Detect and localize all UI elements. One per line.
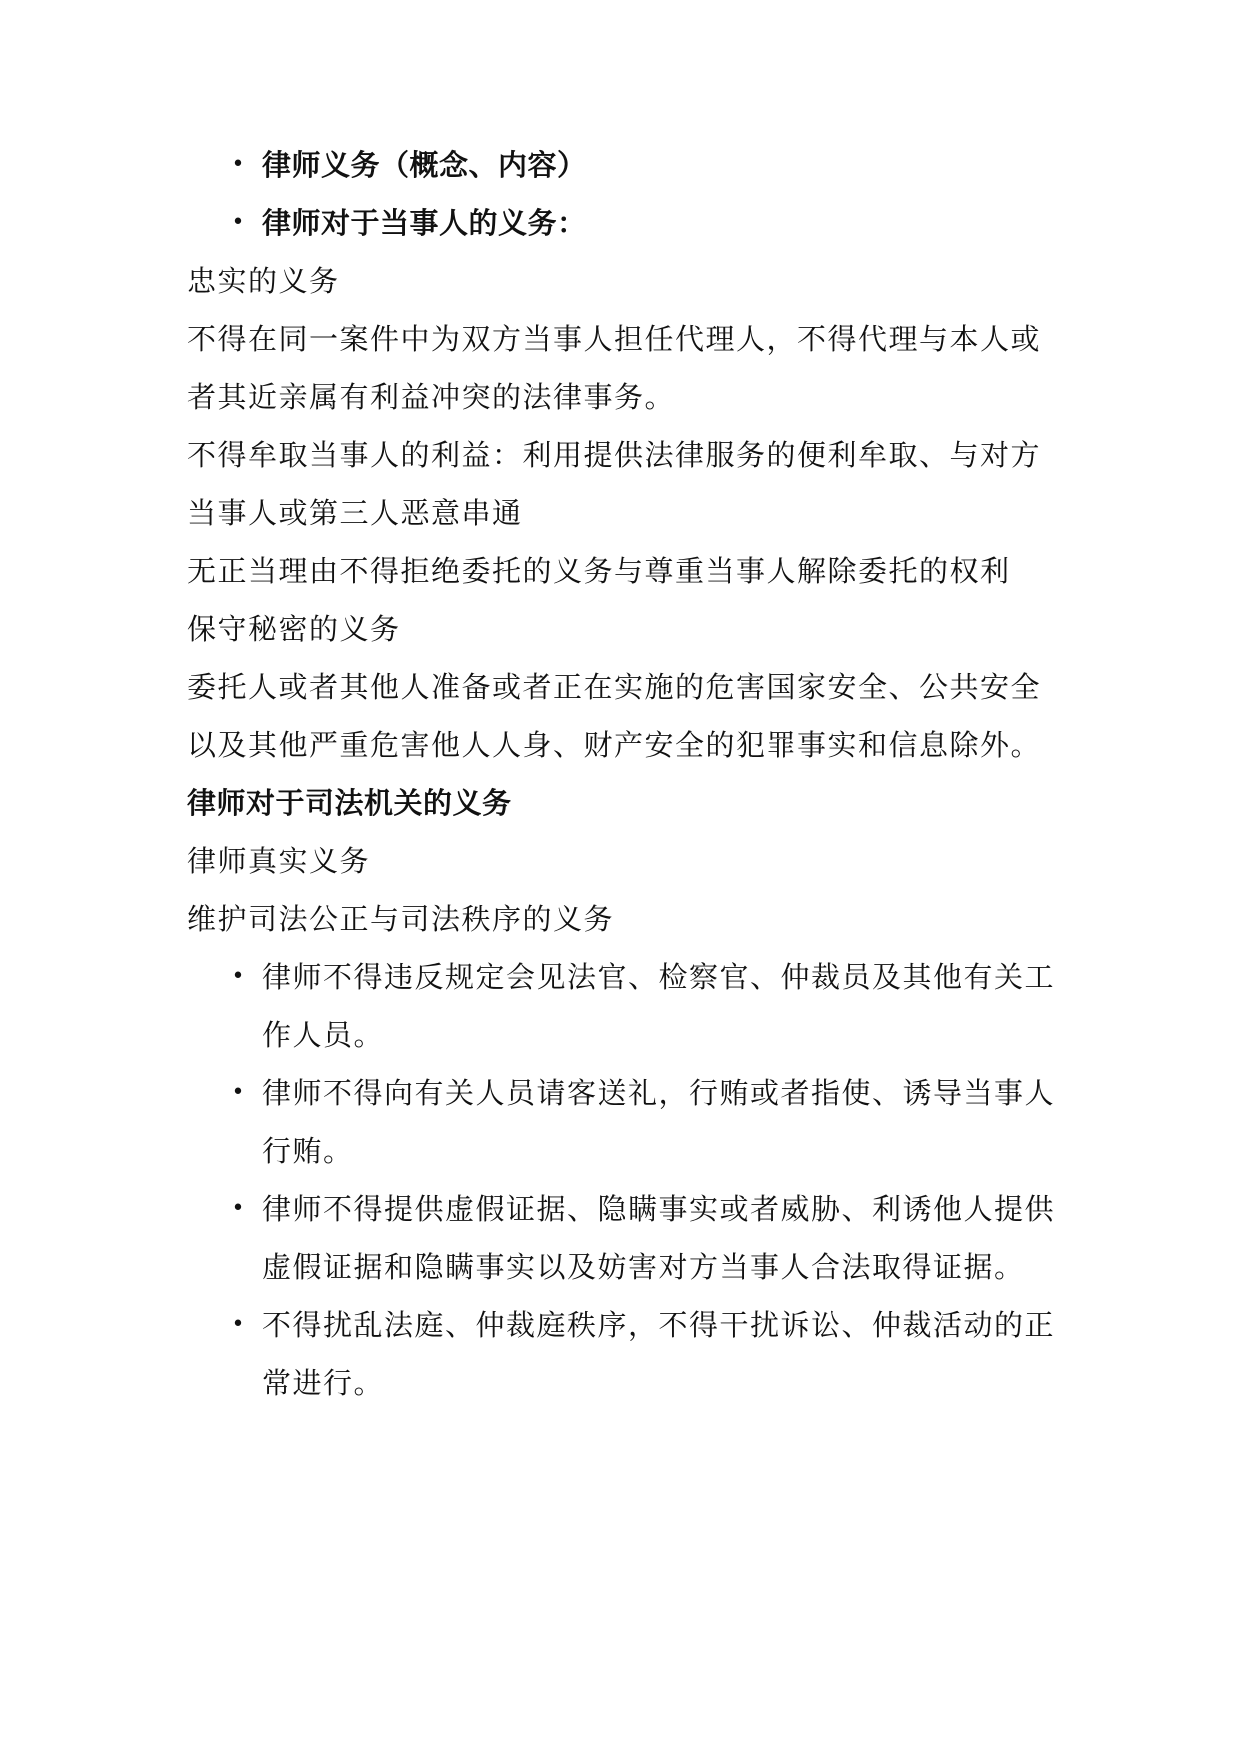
paragraph-line: 不得在同一案件中为双方当事人担任代理人，不得代理与本人或 xyxy=(187,322,1042,356)
secrecy-title: 保守秘密的义务 xyxy=(187,612,401,646)
paragraph-line: 委托人或者其他人准备或者正在实施的危害国家安全、公共安全 xyxy=(187,670,1042,704)
paragraph-line: 当事人或第三人恶意串通 xyxy=(187,496,523,530)
bullet-marker: • xyxy=(231,964,245,989)
justice-duty-title: 维护司法公正与司法秩序的义务 xyxy=(187,902,615,936)
paragraph-line: 以及其他严重危害他人人身、财产安全的犯罪事实和信息除外。 xyxy=(187,728,1042,762)
list-item: 不得扰乱法庭、仲裁庭秩序，不得干扰诉讼、仲裁活动的正 xyxy=(262,1308,1056,1342)
list-item-continuation: 行贿。 xyxy=(262,1134,354,1168)
paragraph-line: 者其近亲属有利益冲突的法律事务。 xyxy=(187,380,676,414)
truth-duty-title: 律师真实义务 xyxy=(187,844,371,878)
bullet-marker: • xyxy=(231,210,245,235)
heading-client-duties: 律师对于当事人的义务： xyxy=(262,206,587,240)
heading-lawyer-duties: 律师义务（概念、内容） xyxy=(262,148,587,182)
list-item-continuation: 作人员。 xyxy=(262,1018,385,1052)
list-item: 律师不得提供虚假证据、隐瞒事实或者威胁、利诱他人提供 xyxy=(262,1192,1056,1226)
list-item: 律师不得向有关人员请客送礼，行贿或者指使、诱导当事人 xyxy=(262,1076,1056,1110)
bullet-marker: • xyxy=(231,1080,245,1105)
bullet-marker: • xyxy=(231,1196,245,1221)
heading-judicial-duties: 律师对于司法机关的义务 xyxy=(187,786,512,820)
paragraph-line: 无正当理由不得拒绝委托的义务与尊重当事人解除委托的权利 xyxy=(187,554,1011,588)
bullet-marker: • xyxy=(231,152,245,177)
list-item: 律师不得违反规定会见法官、检察官、仲裁员及其他有关工 xyxy=(262,960,1056,994)
list-item-continuation: 虚假证据和隐瞒事实以及妨害对方当事人合法取得证据。 xyxy=(262,1250,1025,1284)
list-item-continuation: 常进行。 xyxy=(262,1366,385,1400)
loyalty-title: 忠实的义务 xyxy=(187,264,340,298)
paragraph-line: 不得牟取当事人的利益：利用提供法律服务的便利牟取、与对方 xyxy=(187,438,1042,472)
bullet-marker: • xyxy=(231,1312,245,1337)
